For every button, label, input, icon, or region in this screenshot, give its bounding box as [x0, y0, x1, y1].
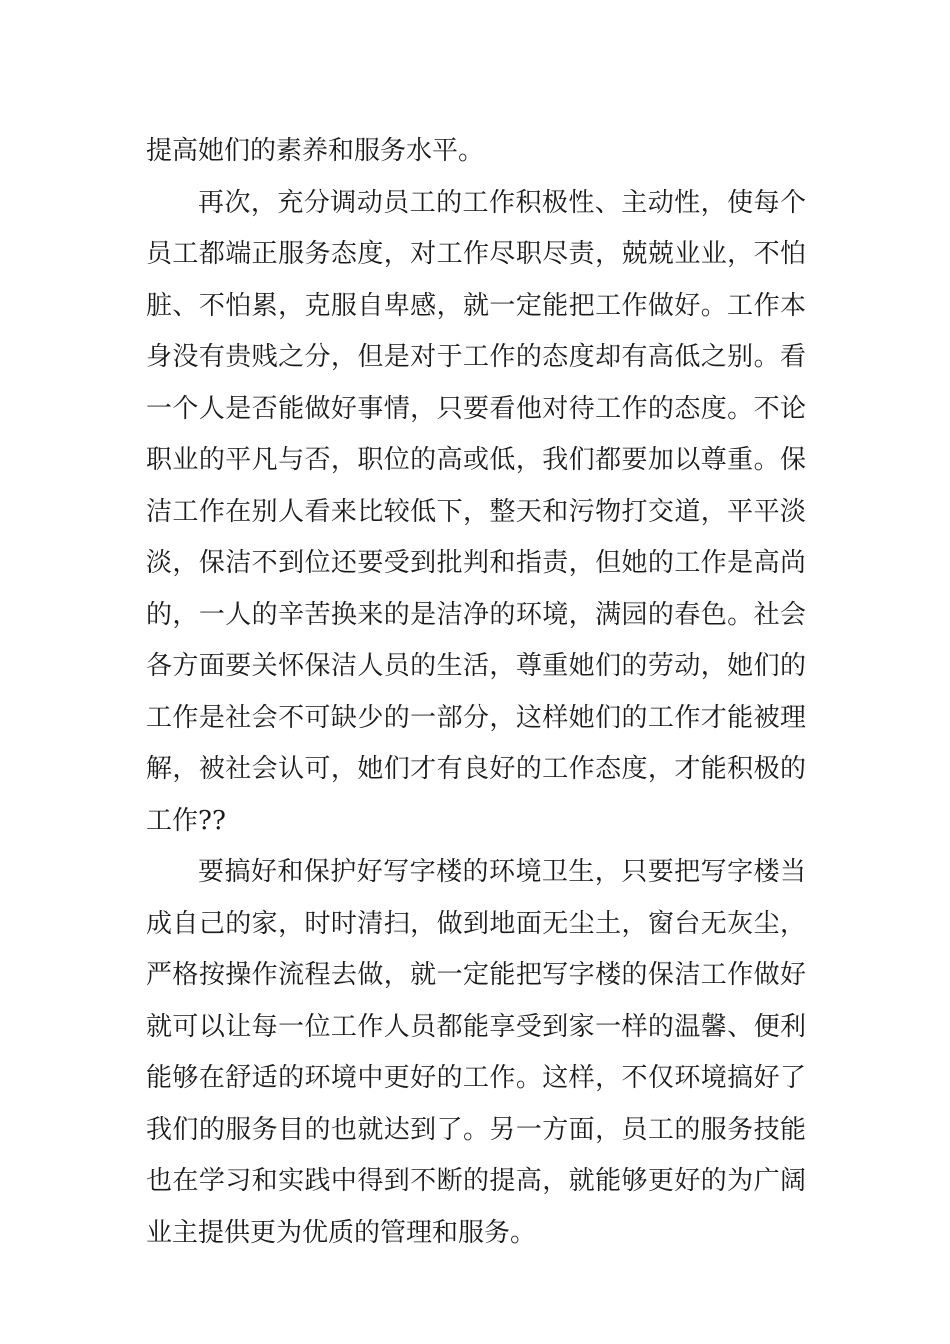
text-line: 职业的平凡与否，职位的高或低，我们都要加以尊重。保 — [146, 445, 806, 475]
text-line: 洁工作在别人看来比较低下，整天和污物打交道，平平淡 — [146, 496, 806, 527]
body-text — [146, 126, 806, 1259]
text-line: 就可以让每一位工作人员都能享受到家一样的温馨、便利 — [146, 1011, 806, 1042]
text-line: 各方面要关怀保洁人员的生活，尊重她们的劳动，她们的 — [146, 651, 806, 681]
text-line: 成自己的家，时时清扫，做到地面无尘土，窗台无灰尘， — [146, 908, 806, 939]
text-line: 要搞好和保护好写字楼的环境卫生，只要把写字楼当 — [198, 857, 806, 887]
text-line: 业主提供更为优质的管理和服务。 — [146, 1217, 537, 1248]
text-line: 员工都端正服务态度，对工作尽职尽责，兢兢业业，不怕 — [146, 239, 806, 269]
text-line: 解，被社会认可，她们才有良好的工作态度，才能积极的 — [146, 754, 806, 784]
text-line: 提高她们的素养和服务水平。 — [146, 136, 485, 166]
text-line: 再次，充分调动员工的工作积极性、主动性，使每个 — [198, 187, 806, 218]
text-line: 身没有贵贱之分，但是对于工作的态度却有高低之别。看 — [146, 342, 806, 372]
text-line: 的，一人的辛苦换来的是洁净的环境，满园的春色。社会 — [146, 599, 806, 630]
text-line: 我们的服务目的也就达到了。另一方面，员工的服务技能 — [146, 1114, 806, 1145]
text-line: 能够在舒适的环境中更好的工作。这样，不仅环境搞好了 — [146, 1063, 806, 1093]
text-line: 淡，保洁不到位还要受到批判和指责，但她的工作是高尚 — [146, 548, 806, 578]
text-line: 一个人是否能做好事情，只要看他对待工作的态度。不论 — [146, 393, 806, 424]
text-line: 工作?? — [146, 805, 226, 836]
text-line: 严格按操作流程去做，就一定能把写字楼的保洁工作做好 — [146, 960, 806, 990]
text-line: 脏、不怕累，克服自卑感，就一定能把工作做好。工作本 — [146, 290, 806, 321]
text-line: 工作是社会不可缺少的一部分，这样她们的工作才能被理 — [146, 702, 806, 733]
text-line: 也在学习和实践中得到不断的提高，就能够更好的为广阔 — [146, 1166, 806, 1196]
